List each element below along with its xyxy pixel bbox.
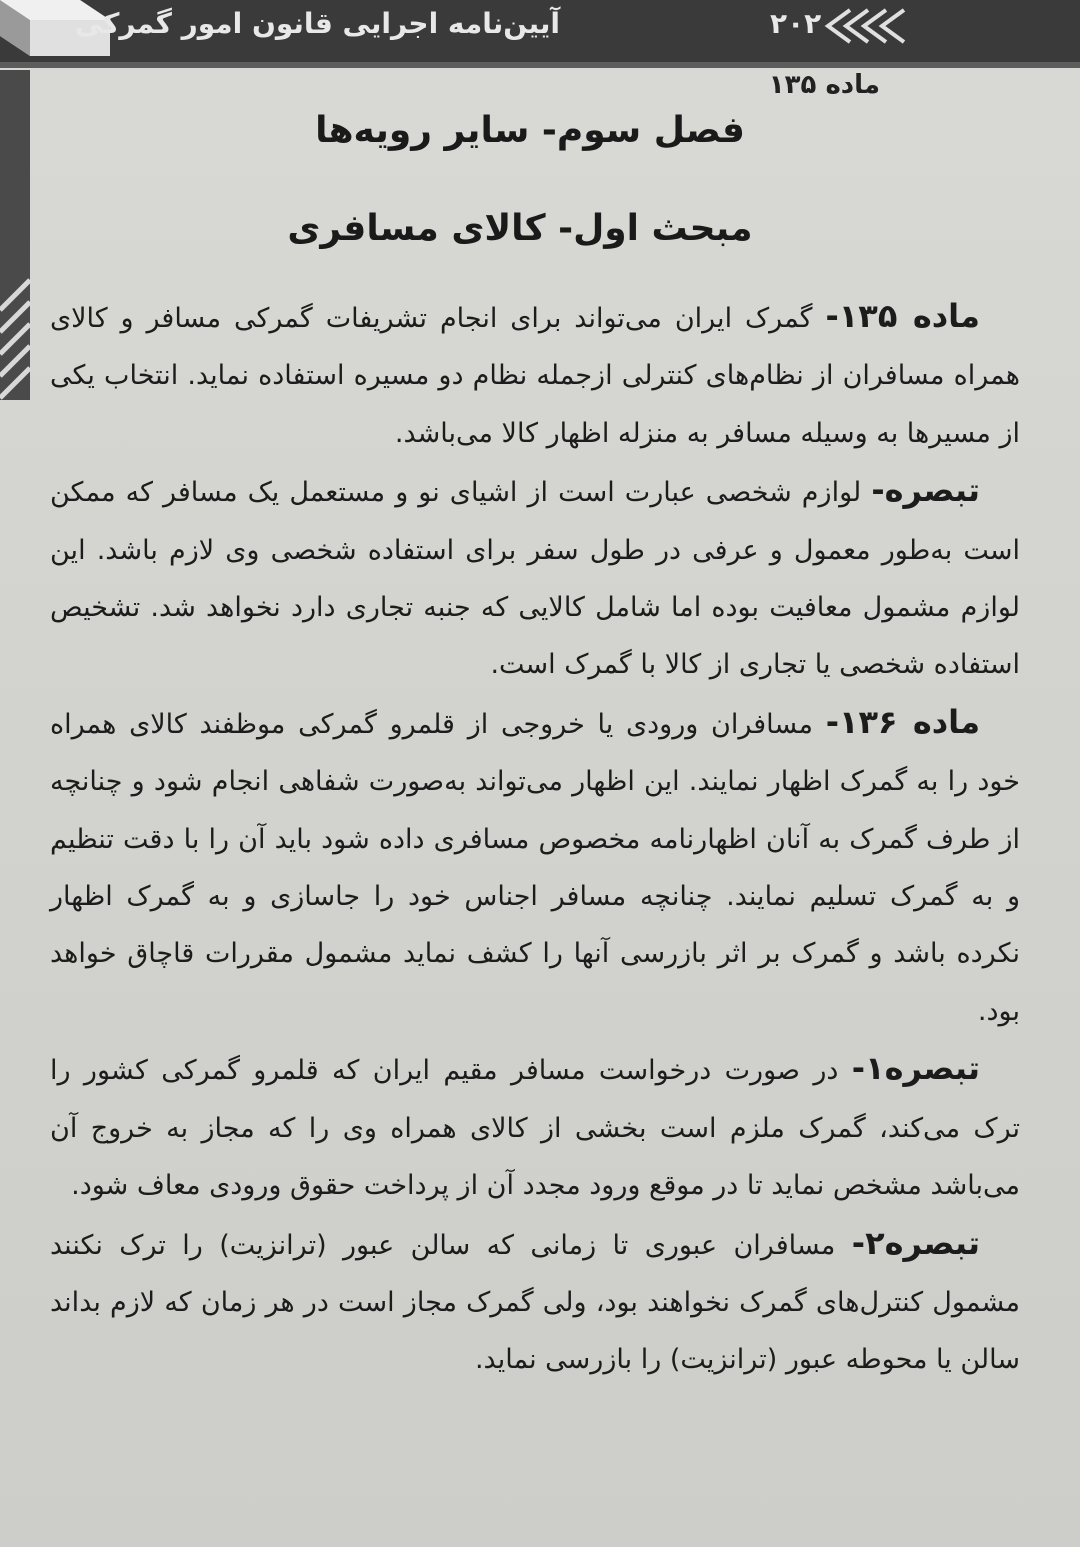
book-title: آیین‌نامه اجرایی قانون امور گمرکی [74, 7, 560, 40]
paragraph-lead: تبصره۱- [851, 1049, 980, 1088]
article-135-paragraph [50, 288, 1020, 462]
article-136-paragraph [50, 694, 1020, 1040]
paragraph-lead: تبصره۲- [851, 1223, 980, 1262]
paragraph-text: مسافران ورودی یا خروجی از قلمرو گمرکی موظفند کالای همراه خود را به گمرک اظهار نمایند. این اظهار می‌تواند به‌صورت شفاهی انجام شود و چنانچه از طرف گمرک به آنان اظهارنامه مخصوص مسافری داده شود باید آن را با دقت تنظیم و به گمرک تسلیم نمایند. چنانچه مسافر اجناس خود را جاسازی و به گمرک اظهار نکرده باشد و گمرک بر اثر بازرسی آنها را کشف نماید مشمول مقررات قاچاق خواهد بود. [50, 708, 1020, 1027]
chevron-ornament-icon [820, 6, 920, 46]
paragraph-lead: تبصره- [871, 471, 980, 510]
running-article-ref: ماده ۱۳۵ [768, 70, 880, 100]
paragraph-text: در صورت درخواست مسافر مقیم ایران که قلمرو گمرکی کشور را ترک می‌کند، گمرک ملزم است بخشی از کالای همراه وی را که مجاز به خروج آن می‌باشد مشخص نماید تا در موقع ورود مجدد آن از پرداخت حقوق ورودی معاف شود. [50, 1055, 1020, 1202]
section-title: مبحث اول- کالای مسافری [287, 208, 753, 249]
chapter-title: فصل سوم- سایر رویه‌ها [315, 110, 745, 151]
note-paragraph [50, 462, 1020, 694]
note-2-paragraph [50, 1215, 1020, 1389]
paragraph-text: گمرک ایران می‌تواند برای انجام تشریفات گمرکی مسافر و کالای همراه مسافران از نظام‌های کنترلی ازجمله نظام دو مسیره استفاده نماید. انتخاب یکی از مسیرها به وسیله مسافر به منزله اظهار کالا می‌باشد. [50, 303, 1020, 449]
paragraph-lead: ماده ۱۳۵- [825, 297, 980, 335]
paragraph-text: لوازم شخصی عبارت است از اشیای نو و مستعمل یک مسافر که ممکن است به‌طور معمول و عرفی در طول سفر برای استفاده شخصی وی لازم باشد. این لوازم مشمول معافیت بوده اما شامل کالایی که جنبه تجاری دارد نخواهد شد. تشخیص استفاده شخصی یا تجاری از کالا با گمرک است. [50, 477, 1020, 681]
page-number: ۲۰۲ [770, 7, 822, 40]
page-header [0, 0, 1080, 68]
paragraph-lead: ماده ۱۳۶- [825, 702, 981, 741]
body-text [50, 288, 1020, 1389]
paragraph-text: مسافران عبوری تا زمانی که سالن عبور (ترانزیت) را ترک نکنند مشمول کنترل‌های گمرک نخواهند بود، ولی گمرک مجاز است در هر زمان که لازم بداند سالن یا محوطه عبور (ترانزیت) را بازرسی نماید. [50, 1229, 1020, 1376]
note-1-paragraph [50, 1040, 1020, 1214]
